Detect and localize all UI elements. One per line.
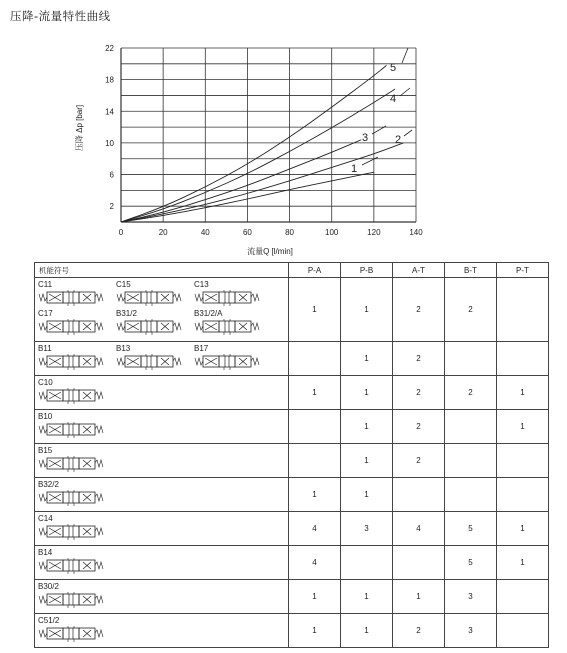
hydraulic-valve-symbol-icon [38, 455, 106, 475]
valve-code-label: B13 [116, 344, 131, 353]
y-tick-label: 6 [109, 170, 114, 180]
x-tick-label: 80 [285, 228, 295, 237]
header-p-a: P-A [289, 263, 341, 278]
value-cell: 2 [393, 342, 445, 376]
value-cell [393, 478, 445, 512]
curve-5 [121, 65, 387, 222]
pressure-flow-chart [0, 0, 567, 262]
value-cell [445, 410, 497, 444]
valve-symbol-group [38, 582, 106, 611]
table-row [35, 614, 549, 648]
x-tick-label: 100 [325, 228, 339, 237]
valve-code-label: C11 [38, 280, 53, 289]
value-cell: 2 [393, 410, 445, 444]
header-a-t: A-T [393, 263, 445, 278]
x-tick-label: 60 [242, 228, 252, 237]
hydraulic-valve-symbol-icon [194, 289, 262, 309]
valve-code-label: B15 [38, 446, 53, 455]
value-cell: 3 [445, 580, 497, 614]
x-tick-label: 20 [158, 228, 168, 237]
value-cell [289, 410, 341, 444]
hydraulic-valve-symbol-icon [38, 557, 106, 577]
value-cell: 2 [445, 376, 497, 410]
valve-code-label: B17 [194, 344, 209, 353]
value-cell [445, 478, 497, 512]
curve-label-1: 1 [350, 163, 358, 175]
header-symbol: 机能符号 [35, 263, 289, 278]
table-row [35, 478, 549, 512]
hydraulic-valve-symbol-icon [38, 387, 106, 407]
valve-symbol-group [194, 280, 262, 309]
value-cell: 1 [341, 614, 393, 648]
valve-symbol-group [38, 309, 106, 338]
hydraulic-valve-symbol-icon [116, 289, 184, 309]
valve-code-label: B11 [38, 344, 52, 353]
function-symbol-cell [35, 342, 289, 376]
hydraulic-valve-symbol-icon [194, 353, 262, 373]
valve-symbol-group [194, 309, 262, 338]
table-row [35, 546, 549, 580]
valve-code-label: B31/2/A [194, 309, 223, 318]
value-cell [289, 444, 341, 478]
curve-label-leader [402, 48, 408, 63]
value-cell: 1 [341, 342, 393, 376]
valve-code-label: C13 [194, 280, 209, 289]
curve-label-5: 5 [389, 62, 397, 74]
function-symbol-cell [35, 478, 289, 512]
valve-code-label: B32/2 [38, 480, 59, 489]
value-cell: 2 [393, 444, 445, 478]
value-cell: 1 [497, 376, 549, 410]
value-cell: 2 [393, 376, 445, 410]
function-symbol-cell [35, 546, 289, 580]
value-cell: 1 [393, 580, 445, 614]
value-cell: 3 [445, 614, 497, 648]
value-cell: 1 [341, 478, 393, 512]
valve-code-label: B31/2 [116, 309, 137, 318]
value-cell: 3 [341, 512, 393, 546]
hydraulic-valve-symbol-icon [116, 353, 184, 373]
function-symbol-cell [35, 580, 289, 614]
x-axis-label: 流量Q [l/min] [247, 247, 293, 256]
valve-symbol-group [116, 344, 184, 373]
value-cell: 1 [289, 478, 341, 512]
hydraulic-valve-symbol-icon [38, 421, 106, 441]
curve-label-4: 4 [389, 93, 397, 105]
value-cell: 5 [445, 512, 497, 546]
valve-code-label: B14 [38, 548, 53, 557]
valve-code-label: C10 [38, 378, 53, 387]
value-cell: 5 [445, 546, 497, 580]
value-cell [445, 342, 497, 376]
value-cell: 1 [341, 444, 393, 478]
value-cell [497, 444, 549, 478]
valve-symbol-group [38, 480, 106, 509]
value-cell: 2 [393, 614, 445, 648]
value-cell [445, 444, 497, 478]
value-cell [341, 546, 393, 580]
hydraulic-valve-symbol-icon [38, 353, 106, 373]
valve-symbol-group [38, 616, 106, 645]
header-p-t: P-T [497, 263, 549, 278]
value-cell: 4 [393, 512, 445, 546]
valve-symbol-group [38, 548, 106, 577]
table-row [35, 512, 549, 546]
value-cell: 1 [289, 614, 341, 648]
function-symbol-cell [35, 278, 289, 342]
value-cell [497, 478, 549, 512]
value-cell [497, 614, 549, 648]
table-row [35, 580, 549, 614]
valve-code-label: B30/2 [38, 582, 59, 591]
table-row [35, 342, 549, 376]
hydraulic-valve-symbol-icon [116, 318, 184, 338]
y-tick-label: 22 [105, 44, 114, 53]
table-row [35, 376, 549, 410]
y-tick-label: 10 [105, 138, 114, 148]
value-cell: 1 [289, 376, 341, 410]
value-cell [497, 580, 549, 614]
hydraulic-valve-symbol-icon [38, 489, 106, 509]
hydraulic-valve-symbol-icon [38, 523, 106, 543]
header-p-b: P-B [341, 263, 393, 278]
hydraulic-valve-symbol-icon [194, 318, 262, 338]
valve-symbol-group [116, 309, 184, 338]
valve-code-label: C17 [38, 309, 53, 318]
valve-symbol-group [38, 344, 106, 373]
value-cell: 1 [341, 278, 393, 342]
valve-symbol-group [38, 446, 106, 475]
valve-symbol-group [38, 378, 106, 407]
y-tick-label: 14 [105, 107, 114, 117]
y-axis-label: 压降 Δp [bar] [75, 104, 84, 152]
hydraulic-valve-symbol-icon [38, 289, 106, 309]
table-row [35, 444, 549, 478]
function-symbol-cell [35, 512, 289, 546]
x-tick-label: 0 [118, 228, 124, 237]
x-tick-label: 140 [409, 228, 423, 237]
curve-3 [121, 140, 361, 222]
value-cell: 2 [445, 278, 497, 342]
value-cell: 4 [289, 512, 341, 546]
valve-code-label: C51/2 [38, 616, 60, 625]
valve-symbol-group [116, 280, 184, 309]
value-cell: 2 [393, 278, 445, 342]
value-cell: 1 [289, 580, 341, 614]
table-row [35, 410, 549, 444]
value-cell: 1 [497, 410, 549, 444]
curve-label-leader [404, 130, 412, 136]
function-table [34, 262, 549, 648]
function-symbol-cell [35, 444, 289, 478]
value-cell: 1 [341, 410, 393, 444]
chart-grid [121, 48, 416, 222]
value-cell: 1 [497, 546, 549, 580]
curve-label-leader [400, 88, 410, 96]
valve-symbol-group [194, 344, 262, 373]
value-cell: 1 [497, 512, 549, 546]
value-cell [393, 546, 445, 580]
curve-label-3: 3 [361, 132, 369, 144]
x-tick-label: 40 [200, 228, 210, 237]
page-title: 压降-流量特性曲线 [10, 9, 111, 23]
value-cell: 1 [289, 278, 341, 342]
value-cell: 1 [341, 580, 393, 614]
valve-code-label: C14 [38, 514, 53, 523]
valve-symbol-group [38, 514, 106, 543]
curve-label-leader [362, 157, 378, 165]
hydraulic-valve-symbol-icon [38, 625, 106, 645]
valve-code-label: C15 [116, 280, 131, 289]
curve-label-2: 2 [394, 134, 402, 146]
value-cell [289, 342, 341, 376]
value-cell: 1 [341, 376, 393, 410]
value-cell: 4 [289, 546, 341, 580]
value-cell [497, 278, 549, 342]
function-symbol-cell [35, 410, 289, 444]
function-symbol-cell [35, 376, 289, 410]
table-header-row [35, 263, 549, 278]
y-tick-label: 2 [109, 202, 114, 212]
table-row [35, 278, 549, 342]
value-cell [497, 342, 549, 376]
header-b-t: B-T [445, 263, 497, 278]
y-tick-label: 18 [105, 75, 114, 85]
function-symbol-cell [35, 614, 289, 648]
valve-symbol-group [38, 412, 106, 441]
hydraulic-valve-symbol-icon [38, 591, 106, 611]
curve-4 [121, 89, 395, 222]
x-tick-label: 120 [367, 228, 381, 237]
chart-ticks [105, 44, 423, 237]
valve-code-label: B10 [38, 412, 53, 421]
valve-symbol-group [38, 280, 106, 309]
hydraulic-valve-symbol-icon [38, 318, 106, 338]
